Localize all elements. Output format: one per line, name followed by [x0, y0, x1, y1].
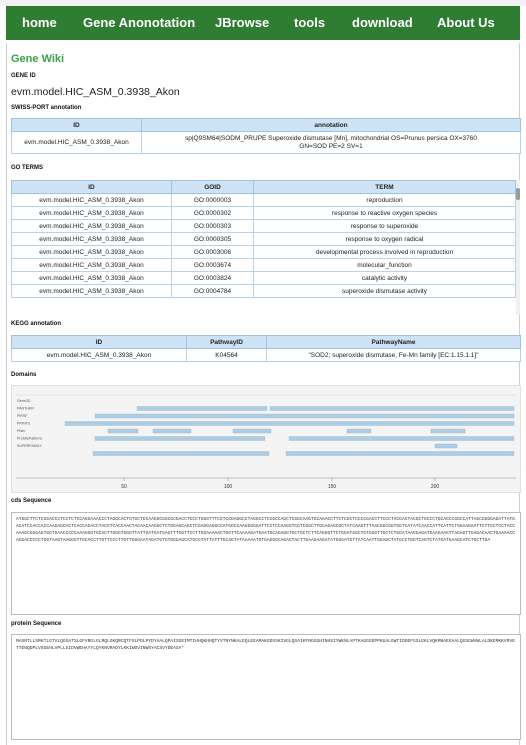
domain-bar[interactable]: [286, 452, 514, 456]
domain-bar[interactable]: [435, 444, 457, 448]
page-title: Gene Wiki: [11, 53, 65, 65]
axis-tick-label: 150: [327, 484, 337, 490]
go-cell-id: evm.model.HIC_ASM_0.3938_Akon: [12, 233, 172, 246]
table-row: [12, 259, 516, 272]
go-terms-scroll-area[interactable]: [11, 180, 521, 315]
swissprot-header-annotation: annotation: [142, 119, 521, 132]
go-cell-id: evm.model.HIC_ASM_0.3938_Akon: [12, 259, 172, 272]
swissprot-label: SWISS-PORT annotation: [11, 105, 82, 111]
go-cell-term: response to superoxide: [254, 220, 516, 233]
protein-sequence-box[interactable]: MASRTLLSRKTLGTVLQGGATSLGFVRGLGLRQLGKQRCQTFSLPDLPYDYAALQPAISGEIMTIHHQKHHQTYVTNYNKALEQLEEAMAKGDSSKIVGLQSAIKFNGGGHINHSIYWKNLAPTKAGGGEPPKGALGWTIDDEFGSLEKLVQKMNAEGAALQGSGWVWLALDKEMKKVRVETTENQDPLVSGEHLVPLLGIDVWEHAYYLQYKNVRADYLKKIWDVINWSYACSVYDEASA*: [11, 634, 521, 740]
table-row: [12, 233, 516, 246]
nav-download[interactable]: download: [352, 15, 413, 30]
kegg-cell-pathway-name: "SOD2; superoxide dismutase, Fe-Mn family [EC:1.15.1.1]": [267, 349, 521, 362]
domain-bar[interactable]: [108, 429, 138, 433]
kegg-table: [11, 335, 521, 362]
kegg-cell-id: evm.model.HIC_ASM_0.3938_Akon: [12, 349, 187, 362]
domain-track-label: Pfam: [17, 429, 26, 433]
domain-bar[interactable]: [347, 429, 371, 433]
swissprot-cell-annotation: sp|Q9SM64|SODM_PRUPE Superoxide dismutase [Mn], mitochondrial OS=Prunus persica OX=3760 GN=SOD PE=2 SV=1: [142, 132, 521, 154]
cds-label: cds Sequence: [11, 498, 52, 504]
domain-bar[interactable]: [137, 407, 267, 411]
go-cell-goid: GO:0003674: [172, 259, 254, 272]
table-row: [12, 285, 516, 298]
nav-tools[interactable]: tools: [294, 15, 326, 30]
nav-jbrowse[interactable]: JBrowse: [215, 15, 270, 30]
domain-track-label: SUPERFAMILY: [17, 444, 42, 448]
swissprot-cell-id: evm.model.HIC_ASM_0.3938_Akon: [12, 132, 142, 154]
table-row: [12, 349, 521, 362]
table-row: [12, 194, 516, 207]
domains-figure: [12, 386, 520, 492]
protein-label: protein Sequence: [11, 621, 62, 627]
go-cell-term: response to reactive oxygen species: [254, 207, 516, 220]
cds-sequence-box[interactable]: ATGGCTTCTCGGACCCTCCTCTCCAGGAAACCCTAGGCACTGTGCTGCAAGGCGGCGCGACCTCCCTGGGTTTCGTCCGAGGCCTAGGCCTCCGCCAGCTCGGCAAGTGCAGACCTTCTCGCTCCCCGACCTTCCCTACGACTACGCTGCCCTGCAGCCGGCCATTAGCGGGGAGATTATGACATCCACCACCAAGAGCACTCACCAGACCTACGTCACCAACTACAACAAGGCTCTGGAGCAGCTCGAGGAGGCCATGGCCAAGGGGGATTCCTCCAAGGTCGTCGGCTTGCAGAGCGCTATCAAGTTTAACGGCGGTGGTCATATCAACCATTCATTCTGGAAGAATTCTTGCTCCTACCAAAGCGGGAGTGGTGAACCCCCAAAGGGTGCACTTGGGTGGGTTATTGATGATGAGTTTGGTTCCTTGGAAAAACTGGTTCAAAAGATGAATGCAGAGGTGCTGCTCTTCAGGGTTCTGGATGGCTGTGGGTTGCTCTGGATAAGGAGATGAAGAAGTTAGAGTTGAGACAACTGAAAACCAGGACCCCCTGGTAAGTAAGGGTTGCACCTTGTTCCCTTGTTGGGAATAGATGTGTGGGAGCATGCGTATTATTTGCAGTATAAAAATGTGAGGGCAGACTACTTGAAGAAGATATGGGATGTTATCAATTGGAGCTATGCCTGGTCAGTCTATGATGAAGCATCTGCTTGA: [11, 512, 521, 615]
kegg-cell-pathway-id: K04564: [187, 349, 267, 362]
go-cell-term: response to oxygen radical: [254, 233, 516, 246]
table-row: [12, 132, 521, 154]
go-cell-term: developmental process involved in reproduction: [254, 246, 516, 259]
go-cell-goid: GO:0000305: [172, 233, 254, 246]
domains-panel: [11, 385, 521, 493]
table-row: [12, 207, 516, 220]
nav-home[interactable]: home: [22, 15, 57, 30]
go-header-goid: GOID: [172, 181, 254, 194]
axis-tick-label: 100: [223, 484, 233, 490]
domain-track-label: PRINTS: [17, 421, 31, 426]
axis-tick-label: 200: [430, 484, 440, 490]
nav-gene-annotation[interactable]: Gene Anonotation: [83, 15, 196, 30]
table-row: [12, 220, 516, 233]
kegg-header-pathway-name: PathwayName: [267, 336, 521, 349]
go-cell-id: evm.model.HIC_ASM_0.3938_Akon: [12, 272, 172, 285]
domain-track-label: PIRSF: [17, 414, 28, 418]
kegg-label: KEGG annotation: [11, 321, 61, 327]
domain-bar[interactable]: [289, 437, 514, 441]
go-cell-id: evm.model.HIC_ASM_0.3938_Akon: [12, 285, 172, 298]
go-cell-id: evm.model.HIC_ASM_0.3938_Akon: [12, 246, 172, 259]
scrollbar-thumb[interactable]: [516, 188, 520, 200]
domain-bar[interactable]: [270, 407, 514, 411]
go-terms-label: GO TERMS: [11, 165, 44, 171]
go-cell-id: evm.model.HIC_ASM_0.3938_Akon: [12, 194, 172, 207]
kegg-header-id: ID: [12, 336, 187, 349]
table-row: [12, 272, 516, 285]
domains-label: Domains: [11, 372, 37, 378]
kegg-header-pathway-id: PathwayID: [187, 336, 267, 349]
domain-bar[interactable]: [95, 414, 514, 418]
go-cell-goid: GO:0000003: [172, 194, 254, 207]
gene-id-label: GENE ID: [11, 73, 36, 79]
gene-id-value: evm.model.HIC_ASM_0.3938_Akon: [11, 86, 180, 98]
domain-bar[interactable]: [153, 429, 191, 433]
domain-bar[interactable]: [233, 429, 271, 433]
domain-track-label: ProSitePatterns: [17, 436, 43, 441]
swissprot-header-id: ID: [12, 119, 142, 132]
go-cell-term: molecular_function: [254, 259, 516, 272]
go-cell-id: evm.model.HIC_ASM_0.3938_Akon: [12, 207, 172, 220]
go-cell-goid: GO:0000302: [172, 207, 254, 220]
domain-bar[interactable]: [95, 437, 265, 441]
domain-track-label: Gene3D: [17, 399, 31, 403]
go-cell-term: reproduction: [254, 194, 516, 207]
domain-track-label: PANTHER: [17, 406, 34, 411]
go-header-term: TERM: [254, 181, 516, 194]
go-cell-goid: GO:0003824: [172, 272, 254, 285]
domain-bars: [65, 407, 514, 456]
domain-bar[interactable]: [431, 429, 465, 433]
swissprot-table: [11, 118, 521, 154]
go-cell-goid: GO:0000303: [172, 220, 254, 233]
domain-bar[interactable]: [93, 452, 269, 456]
go-cell-id: evm.model.HIC_ASM_0.3938_Akon: [12, 220, 172, 233]
main-navbar: [6, 6, 520, 40]
go-cell-goid: GO:0003006: [172, 246, 254, 259]
go-terms-scrollbar[interactable]: [516, 180, 520, 315]
domain-bar[interactable]: [65, 422, 514, 426]
nav-about-us[interactable]: About Us: [437, 15, 495, 30]
go-cell-goid: GO:0004784: [172, 285, 254, 298]
go-cell-term: superoxide dismutase activity: [254, 285, 516, 298]
axis-tick-label: 50: [121, 484, 127, 490]
table-row: [12, 246, 516, 259]
go-header-id: ID: [12, 181, 172, 194]
go-terms-table: [11, 180, 516, 298]
go-cell-term: catalytic activity: [254, 272, 516, 285]
gene-wiki-page: [6, 43, 520, 745]
